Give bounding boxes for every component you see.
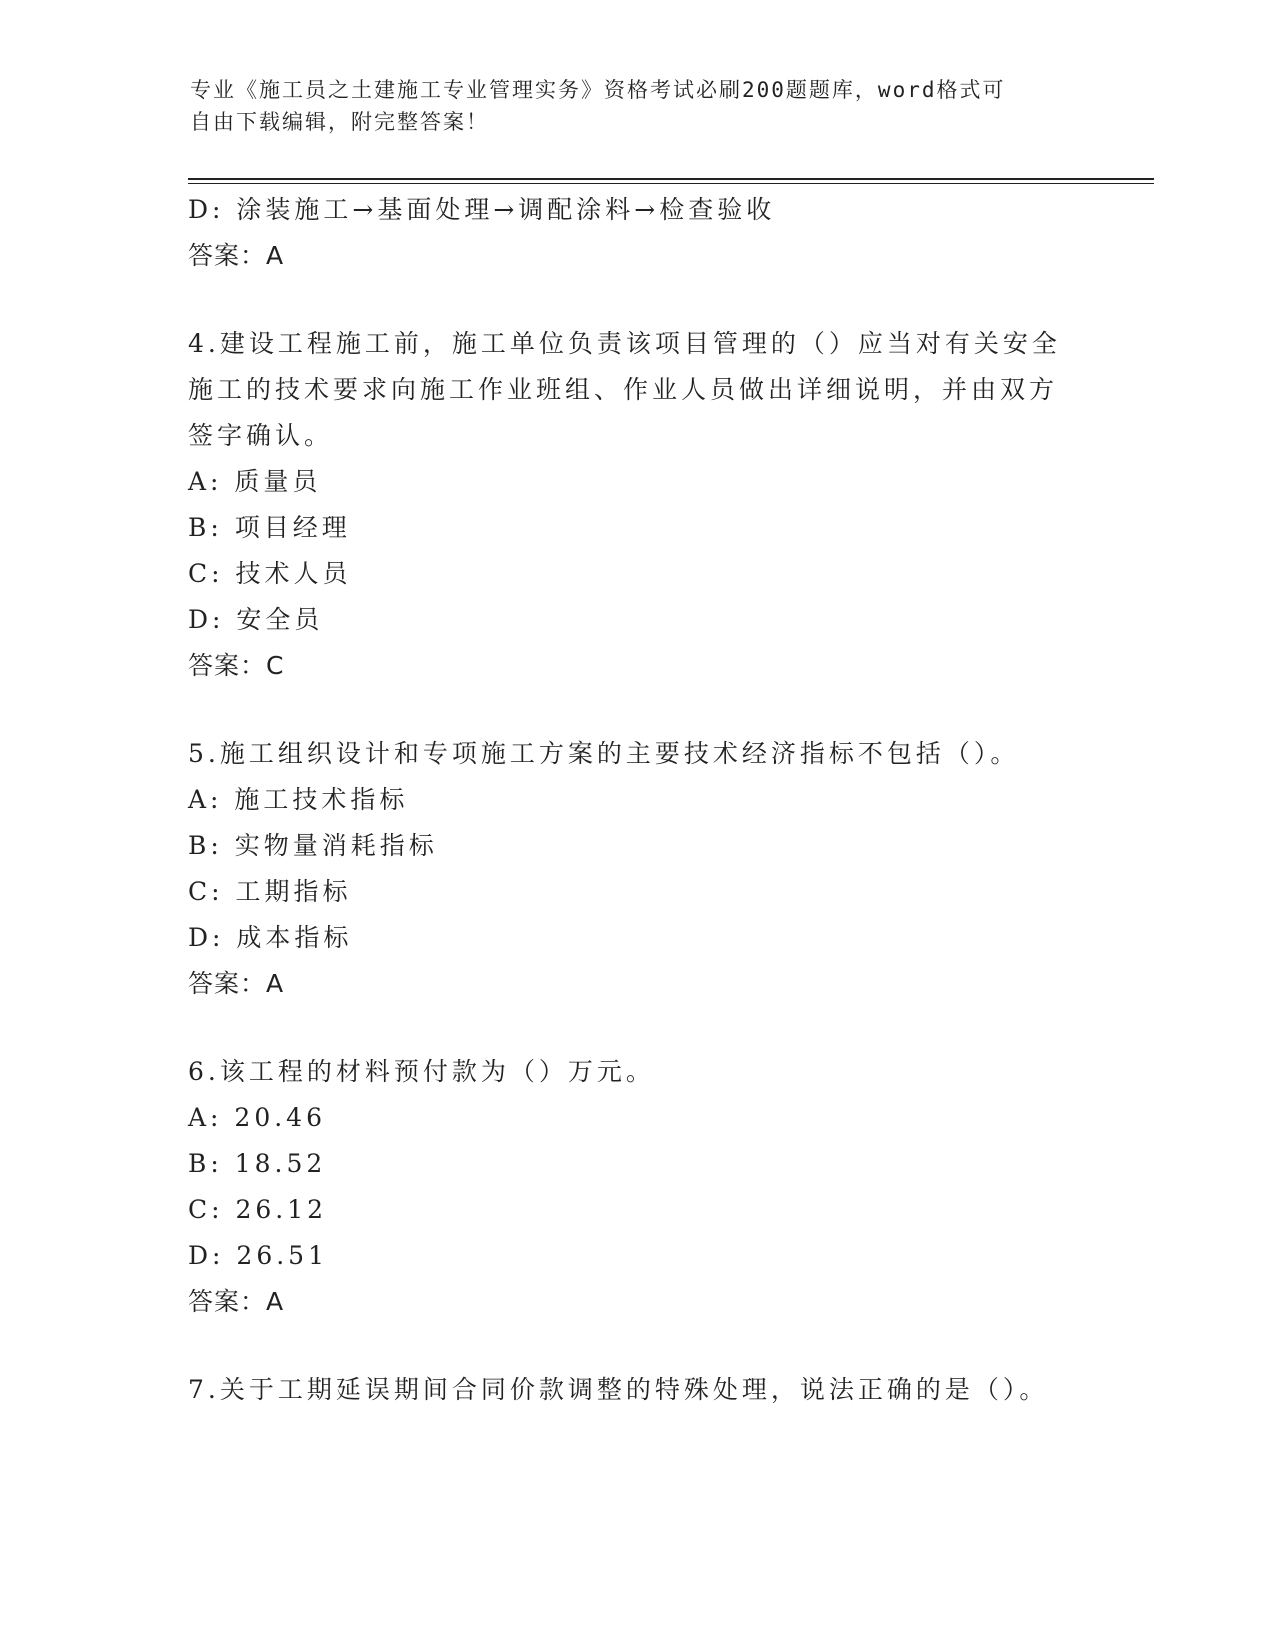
option-d: D: 26.51 xyxy=(188,1241,328,1270)
question-7 xyxy=(188,1367,1088,1413)
option-c: C: 技术人员 xyxy=(188,559,352,588)
option-c: C: 26.12 xyxy=(188,1195,328,1224)
question-3-tail xyxy=(188,187,1088,279)
header-rule-thin xyxy=(188,183,1154,184)
option-d: D: 成本指标 xyxy=(188,923,353,952)
option-d: D: 安全员 xyxy=(188,605,324,634)
option-b: B: 项目经理 xyxy=(188,513,351,542)
question-4 xyxy=(188,321,1088,689)
option-b: B: 18.52 xyxy=(188,1149,327,1178)
option-c: C: 工期指标 xyxy=(188,877,352,906)
question-stem: 5.施工组织设计和专项施工方案的主要技术经济指标不包括（）。 xyxy=(188,739,1020,768)
question-stem: 签字确认。 xyxy=(188,421,334,450)
header-rule-thick xyxy=(188,178,1154,180)
question-5 xyxy=(188,731,1088,1007)
page-header xyxy=(190,74,1090,138)
question-list xyxy=(188,187,1088,1413)
answer: 答案：A xyxy=(188,1287,285,1316)
option-a: A: 20.46 xyxy=(188,1103,326,1132)
question-6 xyxy=(188,1049,1088,1325)
option-d: D: 涂装施工→基面处理→调配涂料→检查验收 xyxy=(188,195,776,224)
option-a: A: 质量员 xyxy=(188,467,322,496)
question-stem: 4.建设工程施工前，施工单位负责该项目管理的（）应当对有关安全 xyxy=(188,329,1061,358)
option-b: B: 实物量消耗指标 xyxy=(188,831,438,860)
question-stem: 6.该工程的材料预付款为（）万元。 xyxy=(188,1057,655,1086)
question-stem: 7.关于工期延误期间合同价款调整的特殊处理，说法正确的是（）。 xyxy=(188,1375,1049,1404)
answer: 答案：A xyxy=(188,969,285,998)
header-line-2: 自由下载编辑，附完整答案！ xyxy=(190,110,489,134)
answer: 答案：A xyxy=(188,241,285,270)
answer: 答案：C xyxy=(188,651,285,680)
question-stem: 施工的技术要求向施工作业班组、作业人员做出详细说明，并由双方 xyxy=(188,375,1059,404)
header-line-1: 专业《施工员之土建施工专业管理实务》资格考试必刷200题题库，word格式可 xyxy=(190,78,1006,102)
option-a: A: 施工技术指标 xyxy=(188,785,409,814)
